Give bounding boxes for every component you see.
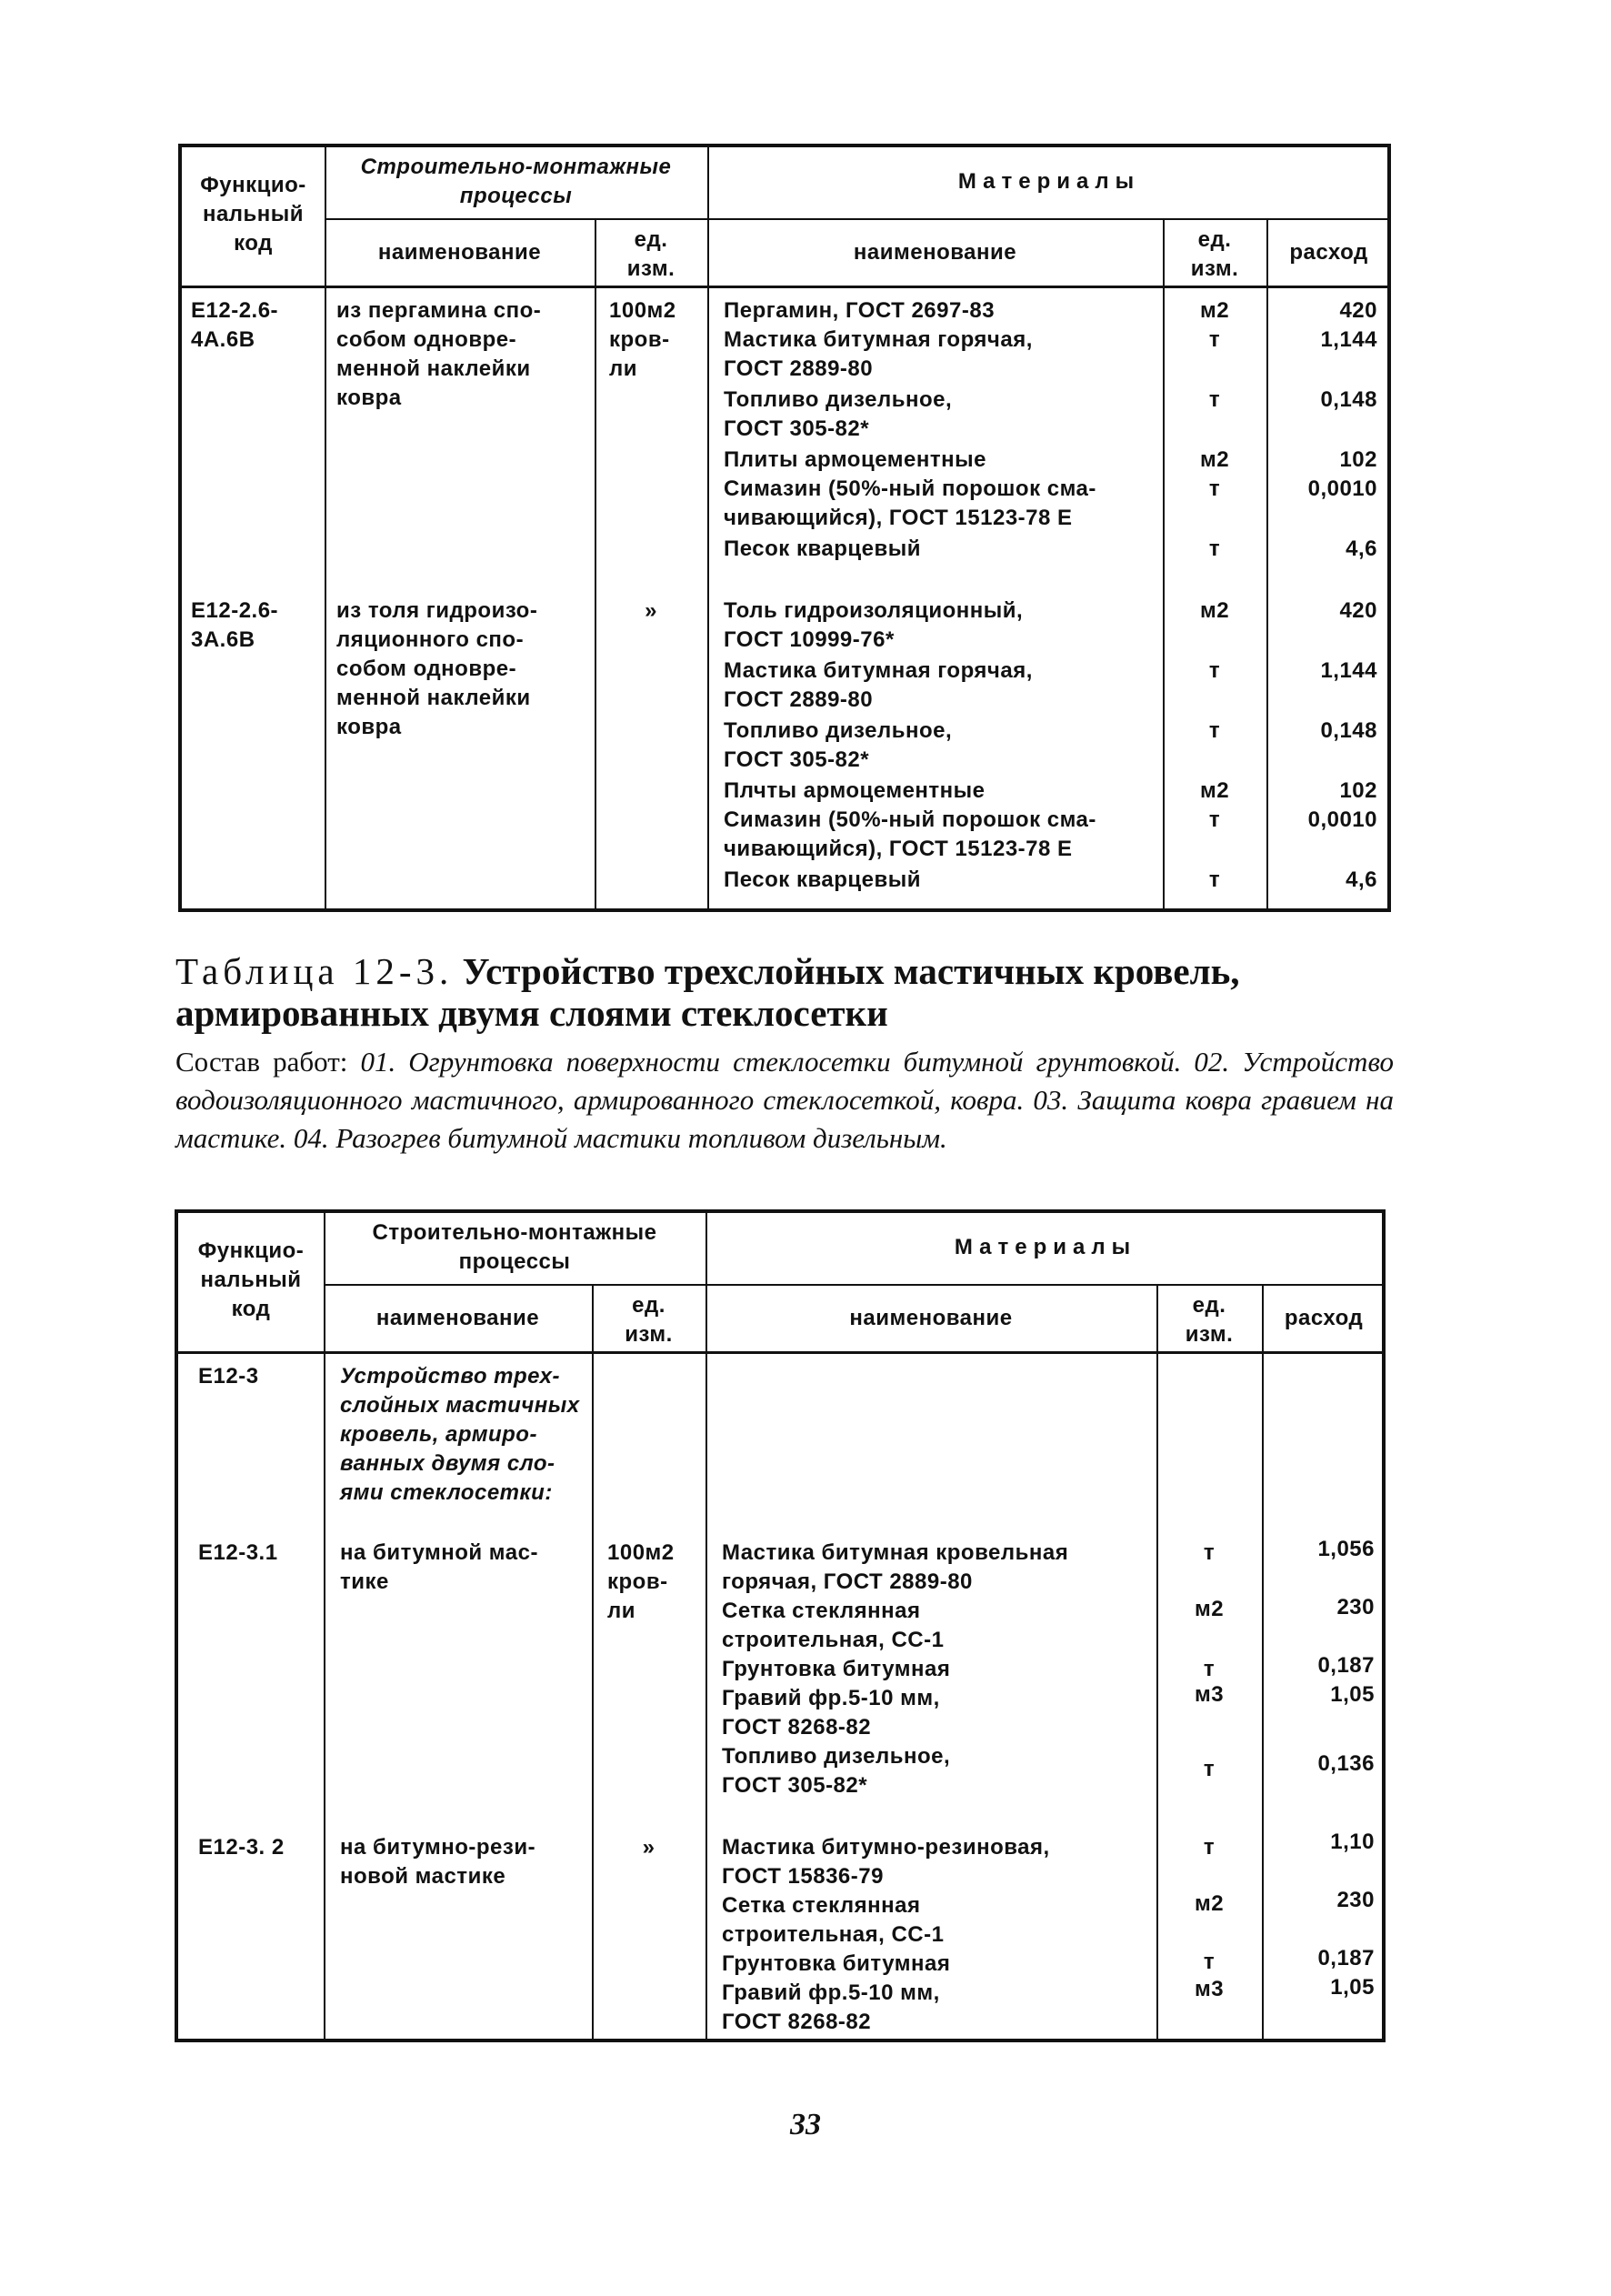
- material-unit: т: [1203, 1835, 1216, 1860]
- material-value: 0,148: [1320, 387, 1377, 412]
- material-unit: т: [1208, 658, 1221, 683]
- row-unit: 100м2 кров- ли: [607, 1540, 675, 1623]
- material-value: 1,056: [1317, 1537, 1375, 1561]
- row-code: Е12-2.6- 4А.6В: [191, 298, 279, 352]
- row-unit: 100м2 кров- ли: [609, 298, 676, 381]
- material-value: 102: [1339, 447, 1377, 472]
- material-value: 420: [1339, 598, 1377, 623]
- material-name: Песок кварцевый: [724, 536, 922, 561]
- row-rule: [324, 1284, 1386, 1286]
- table-caption-works: [175, 1043, 1394, 1158]
- col-rule: [595, 218, 596, 908]
- col-rule: [705, 1213, 707, 2039]
- material-unit: т: [1208, 387, 1221, 412]
- header-material-unit: ед. изм.: [1185, 1293, 1234, 1347]
- material-name: Песок кварцевый: [724, 867, 922, 892]
- material-name: Гравий фр.5-10 мм, ГОСТ 8268-82: [722, 1980, 940, 2034]
- material-unit: м2: [1194, 1891, 1225, 1916]
- material-value: 0,187: [1317, 1653, 1375, 1678]
- material-value: 230: [1336, 1888, 1375, 1912]
- material-unit: т: [1208, 327, 1221, 352]
- material-value: 0,0010: [1307, 807, 1377, 832]
- material-name: Топливо дизельное, ГОСТ 305-82*: [722, 1744, 951, 1798]
- material-name: Топливо дизельное, ГОСТ 305-82*: [724, 387, 953, 441]
- material-unit: м2: [1194, 1597, 1225, 1621]
- table-1: [178, 144, 1391, 912]
- header-consumption: расход: [1284, 1306, 1364, 1330]
- col-rule: [592, 1284, 594, 2039]
- row-process: на битумно-рези- новой мастике: [340, 1835, 536, 1889]
- material-value: 0,187: [1317, 1946, 1375, 1970]
- material-name: Толь гидроизоляционный, ГОСТ 10999-76*: [724, 598, 1024, 652]
- material-value: 0,0010: [1307, 476, 1377, 501]
- row-rule: [325, 218, 1391, 220]
- works-intro: Состав работ:: [175, 1046, 348, 1078]
- row-process: Устройство трех- слойных мастичных кровель, армиро- ванных двумя сло- ями стеклосетки:: [340, 1364, 580, 1505]
- header-func-code: Функцио- нальный код: [197, 1238, 305, 1321]
- material-unit: т: [1203, 1950, 1216, 1974]
- header-processes: Строительно-монтажные процессы: [372, 1220, 657, 1274]
- material-name: Пергамин, ГОСТ 2697-83: [724, 298, 996, 323]
- header-consumption: расход: [1289, 240, 1368, 265]
- material-name: Сетка стеклянная строительная, СС-1: [722, 1893, 945, 1947]
- material-unit: м3: [1194, 1977, 1225, 2001]
- material-unit: м2: [1199, 447, 1230, 472]
- row-unit: »: [645, 598, 657, 623]
- row-code: Е12-3: [198, 1364, 259, 1389]
- material-unit: т: [1208, 718, 1221, 743]
- material-value: 4,6: [1346, 536, 1377, 561]
- material-value: 1,05: [1330, 1975, 1375, 2000]
- material-value: 230: [1336, 1595, 1375, 1619]
- material-unit: т: [1208, 807, 1221, 832]
- header-process-name: наименование: [375, 1306, 540, 1330]
- material-name: Мастика битумная горячая, ГОСТ 2889-80: [724, 658, 1033, 712]
- material-unit: м2: [1199, 598, 1230, 623]
- table-label: Таблица 12-3.: [175, 950, 454, 992]
- material-name: Топливо дизельное, ГОСТ 305-82*: [724, 718, 953, 772]
- header-material-name: наименование: [853, 240, 1017, 265]
- material-unit: м2: [1199, 778, 1230, 803]
- page-number: 33: [790, 2108, 821, 2141]
- material-value: 1,144: [1320, 327, 1377, 352]
- header-materials: Материалы: [957, 169, 1141, 194]
- material-value: 1,05: [1330, 1682, 1375, 1707]
- row-unit: »: [642, 1835, 655, 1860]
- material-name: Мастика битумно-резиновая, ГОСТ 15836-79: [722, 1835, 1050, 1889]
- row-process: на битумной мас- тике: [340, 1540, 538, 1594]
- header-process-unit: ед. изм.: [626, 227, 675, 281]
- material-name: Сетка стеклянная строительная, СС-1: [722, 1599, 945, 1652]
- works-list: 01. Огрунтовка поверхности стеклосетки битумной грунтовкой. 02. Устройство водоизоляционного мастичного, армированного стеклосеткой, ковра. 03. Защита ковра гравием на мастике. 04. Разогрев битумной мастики топливом дизельным.: [175, 1046, 1394, 1154]
- material-unit: м2: [1199, 298, 1230, 323]
- material-unit: т: [1208, 867, 1221, 892]
- row-rule: [182, 286, 1391, 288]
- material-value: 1,10: [1330, 1830, 1375, 1854]
- header-process-name: наименование: [377, 240, 542, 265]
- row-code: Е12-3. 2: [198, 1835, 285, 1860]
- material-name: Плчты армоцементные: [724, 778, 986, 803]
- table-title: Устройство трехслойных мастичных кровель, армированных двумя слоями стеклосетки: [175, 950, 1240, 1034]
- material-value: 420: [1339, 298, 1377, 323]
- material-name: Грунтовка битумная: [722, 1951, 951, 1976]
- material-name: Симазин (50%-ный порошок сма- чивающийся), ГОСТ 15123-78 Е: [724, 476, 1096, 530]
- material-name: Грунтовка битумная: [722, 1657, 951, 1681]
- material-name: Плиты армоцементные: [724, 447, 986, 472]
- col-rule: [324, 1213, 325, 2039]
- material-name: Мастика битумная горячая, ГОСТ 2889-80: [724, 327, 1033, 381]
- material-value: 4,6: [1346, 867, 1377, 892]
- material-value: 0,148: [1320, 718, 1377, 743]
- header-processes: Строительно-монтажные процессы: [360, 155, 672, 208]
- row-code: Е12-2.6- 3А.6В: [191, 598, 279, 652]
- material-unit: т: [1208, 476, 1221, 501]
- material-unit: т: [1208, 536, 1221, 561]
- row-process: из пергамина спо- собом одновре- менной наклейки ковра: [336, 298, 542, 410]
- material-unit: м3: [1194, 1682, 1225, 1707]
- row-code: Е12-3.1: [198, 1540, 278, 1565]
- row-process: из толя гидроизо- ляционного спо- собом одновре- менной наклейки ковра: [336, 598, 538, 739]
- material-value: 0,136: [1317, 1751, 1375, 1776]
- header-material-unit: ед. изм.: [1190, 227, 1239, 281]
- material-unit: т: [1203, 1540, 1216, 1565]
- material-value: 1,144: [1320, 658, 1377, 683]
- material-value: 102: [1339, 778, 1377, 803]
- header-func-code: Функцио- нальный код: [200, 173, 306, 256]
- material-name: Мастика битумная кровельная горячая, ГОСТ 2889-80: [722, 1540, 1069, 1594]
- row-rule: [178, 1351, 1386, 1354]
- header-process-unit: ед. изм.: [625, 1293, 673, 1347]
- header-material-name: наименование: [849, 1306, 1013, 1330]
- table-2: [175, 1209, 1386, 2042]
- material-name: Гравий фр.5-10 мм, ГОСТ 8268-82: [722, 1686, 940, 1740]
- header-materials: Материалы: [954, 1235, 1137, 1259]
- table-caption-title: [175, 950, 1394, 1034]
- material-unit: т: [1203, 1757, 1216, 1781]
- material-name: Симазин (50%-ный порошок сма- чивающийся), ГОСТ 15123-78 Е: [724, 807, 1096, 861]
- material-unit: т: [1203, 1657, 1216, 1681]
